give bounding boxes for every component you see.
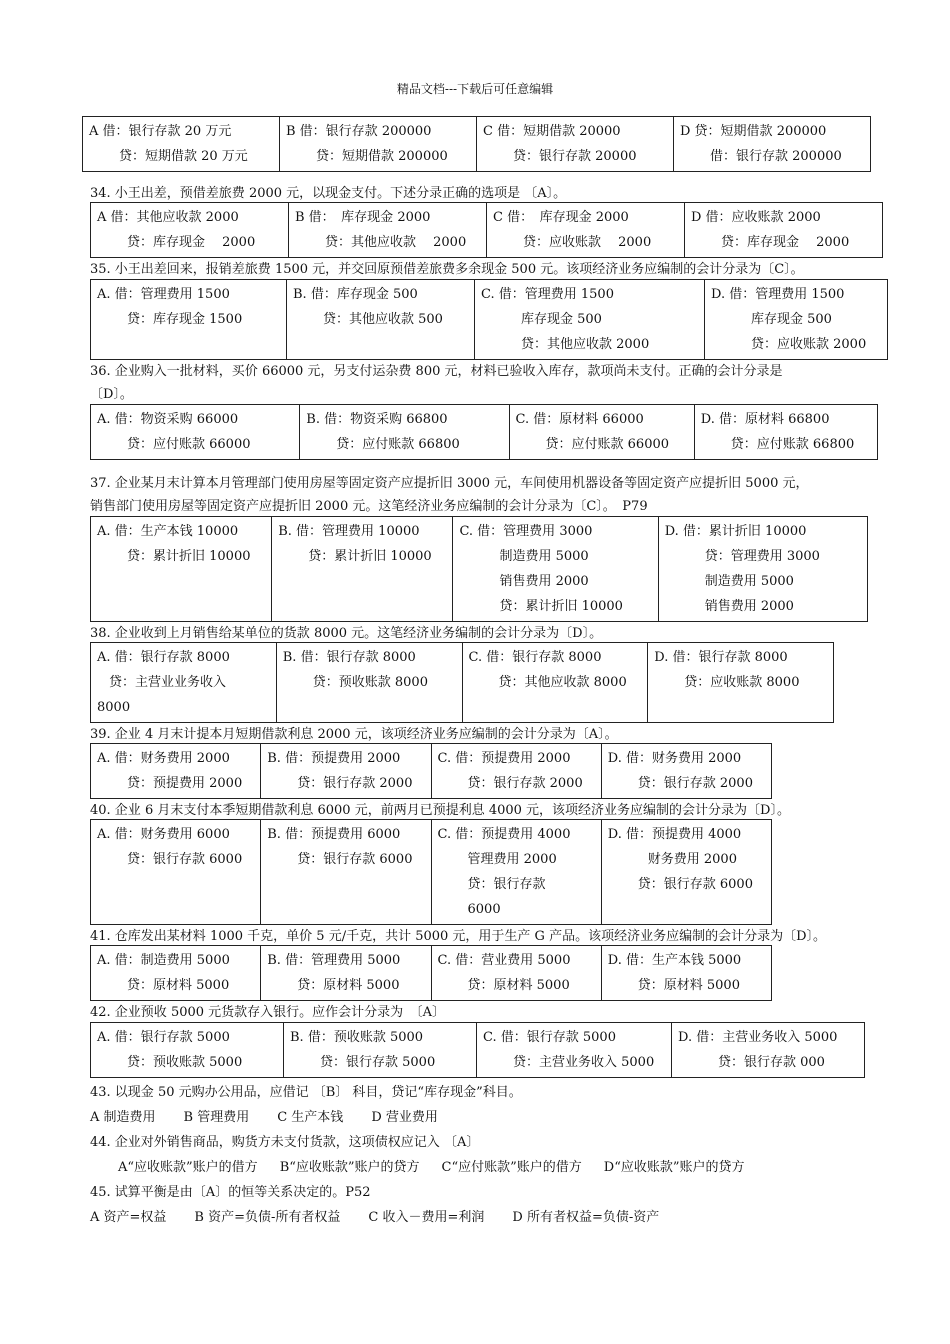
q38-option-c: C. 借：银行存款 8000 贷：其他应收款 8000: [462, 643, 648, 723]
page-header: 精品文档---下载后可任意编辑: [396, 82, 554, 96]
q39-option-b: B. 借：预提费用 2000 贷：银行存款 2000: [261, 744, 431, 799]
q40-option-d: D. 借：预提费用 4000 财务费用 2000 贷：银行存款 6000: [601, 820, 771, 925]
q37-text-line2: 销售部门使用房屋等固定资产应提折旧 2000 元。这笔经济业务应编制的会计分录为〔C〕。 P79: [90, 499, 648, 514]
q33-option-d: D 贷：短期借款 200000 借：银行存款 200000: [674, 117, 871, 172]
q36-option-b: B. 借：物资采购 66800 贷：应付账款 66800: [300, 405, 509, 460]
q38-text: 38. 企业收到上月销售给某单位的货款 8000 元。这笔经济业务编制的会计分录为〔D〕。: [90, 626, 603, 641]
q35-option-c: C. 借：管理费用 1500 库存现金 500 贷：其他应收款 2000: [475, 280, 705, 360]
q39-options-table: [90, 743, 772, 799]
q41-options-table: [90, 945, 772, 1001]
q36-option-c: C. 借：原材料 66000 贷：应付账款 66000: [509, 405, 694, 460]
q41-option-d: D. 借：生产本钱 5000 贷：原材料 5000: [601, 946, 771, 1001]
q38-option-d: D. 借：银行存款 8000 贷：应收账款 8000: [648, 643, 834, 723]
q38-option-b: B. 借：银行存款 8000 贷：预收账款 8000: [276, 643, 462, 723]
q42-option-a: A. 借：银行存款 5000 贷：预收账款 5000: [91, 1023, 284, 1078]
q37-options-table: [90, 516, 868, 622]
q34-option-a: A 借：其他应收款 2000 贷：库存现金 2000: [91, 203, 289, 258]
q45-options: [90, 1206, 687, 1225]
q39-option-a: A. 借：财务费用 2000 贷：预提费用 2000: [91, 744, 261, 799]
q43-option-b: B 管理费用: [183, 1110, 250, 1125]
q39-text: 39. 企业 4 月末计提本月短期借款利息 2000 元，该项经济业务应编制的会计分录为〔A〕。: [90, 727, 618, 742]
q33-option-b: B 借：银行存款 200000 贷：短期借款 200000: [280, 117, 477, 172]
q34-option-c: C 借： 库存现金 2000 贷：应收账款 2000: [487, 203, 685, 258]
q36-option-a: A. 借：物资采购 66000 贷：应付账款 66000: [91, 405, 300, 460]
q44-options: [118, 1156, 745, 1175]
q41-option-c: C. 借：营业费用 5000 贷：原材料 5000: [431, 946, 601, 1001]
q44-option-a: A“应收账款”账户的借方: [118, 1160, 258, 1175]
q44-option-c: C“应付账款”账户的借方: [441, 1160, 582, 1175]
q37-text-line1: 37. 企业某月末计算本月管理部门使用房屋等固定资产应提折旧 3000 元，车间使用机器设备等固定资产应提折旧 5000 元，: [90, 476, 809, 491]
q43-text: 43. 以现金 50 元购办公用品，应借记 〔B〕 科目，贷记“库存现金”科目。: [90, 1085, 522, 1100]
q37-option-d: D. 借：累计折旧 10000 贷：管理费用 3000 制造费用 5000 销售费用 2000: [658, 517, 867, 622]
q38-option-a: A. 借：银行存款 8000 贷：主营业业务收入 8000: [91, 643, 277, 723]
q43-option-a: A 制造费用: [90, 1110, 156, 1125]
q33-options-table: [82, 116, 871, 172]
q38-options-table: [90, 642, 834, 723]
q41-text: 41. 仓库发出某材料 1000 千克，单价 5 元/千克，共计 5000 元，用于生产 G 产品。该项经济业务应编制的会计分录为〔D〕。: [90, 929, 826, 944]
q35-options-table: [90, 279, 888, 360]
q45-option-c: C 收入－费用=利润: [368, 1210, 485, 1225]
q40-option-a: A. 借：财务费用 6000 贷：银行存款 6000: [91, 820, 261, 925]
q43-options: [90, 1106, 466, 1125]
q44-text: 44. 企业对外销售商品，购货方未支付货款，这项债权应记入 〔A〕: [90, 1135, 480, 1150]
q35-text: 35. 小王出差回来，报销差旅费 1500 元，并交回原预借差旅费多余现金 500 元。该项经济业务应编制的会计分录为〔C〕。: [90, 262, 804, 277]
q37-option-c: C. 借：管理费用 3000 制造费用 5000 销售费用 2000 贷：累计折旧 10000: [453, 517, 658, 622]
q35-option-a: A. 借：管理费用 1500 贷：库存现金 1500: [91, 280, 287, 360]
q42-options-table: [90, 1022, 865, 1078]
q39-option-d: D. 借：财务费用 2000 贷：银行存款 2000: [601, 744, 771, 799]
q45-option-a: A 资产=权益: [90, 1210, 167, 1225]
q45-option-b: B 资产=负债-所有者权益: [194, 1210, 341, 1225]
q45-option-d: D 所有者权益=负债-资产: [512, 1210, 660, 1225]
q35-option-d: D. 借：管理费用 1500 库存现金 500 贷：应收账款 2000: [705, 280, 888, 360]
q42-text: 42. 企业预收 5000 元货款存入银行。应作会计分录为 〔A〕: [90, 1005, 446, 1020]
q34-option-d: D 借：应收账款 2000 贷：库存现金 2000: [685, 203, 883, 258]
q33-option-a: A 借：银行存款 20 万元 贷：短期借款 20 万元: [83, 117, 280, 172]
q43-option-d: D 营业费用: [371, 1110, 438, 1125]
q41-option-b: B. 借：管理费用 5000 贷：原材料 5000: [261, 946, 431, 1001]
q37-option-a: A. 借：生产本钱 10000 贷：累计折旧 10000: [91, 517, 272, 622]
q40-text: 40. 企业 6 月末支付本季短期借款利息 6000 元，前两月已预提利息 4000 元，该项经济业务应编制的会计分录为〔D〕。: [90, 803, 790, 818]
q40-option-c: C. 借：预提费用 4000 管理费用 2000 贷：银行存款 6000: [431, 820, 601, 925]
q33-option-c: C 借：短期借款 20000 贷：银行存款 20000: [477, 117, 674, 172]
q44-option-b: B“应收账款”账户的贷方: [279, 1160, 420, 1175]
q36-text-line2: 〔D〕。: [90, 387, 133, 402]
q34-text: 34. 小王出差，预借差旅费 2000 元，以现金支付。下述分录正确的选项是 〔A〕。: [90, 186, 567, 201]
q43-option-c: C 生产本钱: [277, 1110, 344, 1125]
q40-option-b: B. 借：预提费用 6000 贷：银行存款 6000: [261, 820, 431, 925]
q42-option-c: C. 借：银行存款 5000 贷：主营业务收入 5000: [477, 1023, 672, 1078]
q34-option-b: B 借： 库存现金 2000 贷：其他应收款 2000: [289, 203, 487, 258]
q42-option-d: D. 借：主营业务收入 5000 贷：银行存款 000: [672, 1023, 865, 1078]
q36-text-line1: 36. 企业购入一批材料，买价 66000 元，另支付运杂费 800 元，材料已验收入库存，款项尚未支付。正确的会计分录是: [90, 364, 783, 379]
q34-options-table: [90, 202, 883, 258]
q37-option-b: B. 借：管理费用 10000 贷：累计折旧 10000: [272, 517, 453, 622]
q44-option-d: D“应收账款”账户的贷方: [603, 1160, 745, 1175]
q36-options-table: [90, 404, 878, 460]
q35-option-b: B. 借：库存现金 500 贷：其他应收款 500: [287, 280, 475, 360]
q42-option-b: B. 借：预收账款 5000 贷：银行存款 5000: [284, 1023, 477, 1078]
q45-text: 45. 试算平衡是由〔A〕的恒等关系决定的。P52: [90, 1185, 371, 1200]
q39-option-c: C. 借：预提费用 2000 贷：银行存款 2000: [431, 744, 601, 799]
q41-option-a: A. 借：制造费用 5000 贷：原材料 5000: [91, 946, 261, 1001]
q36-option-d: D. 借：原材料 66800 贷：应付账款 66800: [694, 405, 877, 460]
q40-options-table: [90, 819, 772, 925]
